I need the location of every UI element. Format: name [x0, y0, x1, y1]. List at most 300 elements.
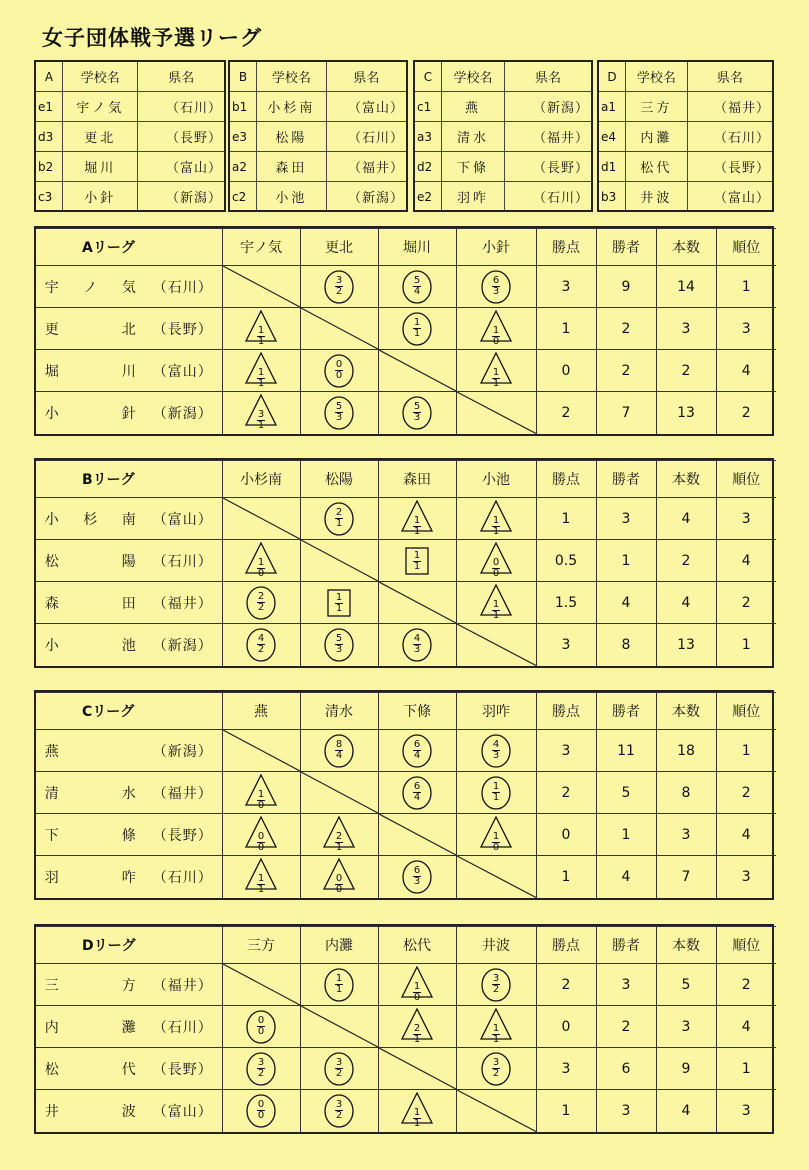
- score-fraction: [335, 402, 343, 423]
- prefecture: （長野）: [504, 152, 591, 182]
- match-result: [300, 498, 378, 540]
- wins-count: 1: [492, 325, 500, 336]
- diagonal-cell: [456, 392, 536, 434]
- school-name: 三方: [626, 92, 688, 122]
- match-result: [222, 856, 300, 898]
- win-points: 1: [536, 308, 596, 350]
- wins-count: 0: [257, 1099, 265, 1111]
- match-result: [300, 266, 378, 308]
- wins-count: 5: [335, 401, 343, 413]
- team-name: 小池: [44, 637, 137, 654]
- diagonal-cell: [378, 582, 456, 624]
- school-name: 燕: [442, 92, 505, 122]
- diagonal-cell: [378, 814, 456, 856]
- win-circle-icon: [246, 1052, 276, 1086]
- prefecture: （富山）: [138, 152, 224, 182]
- team-prefecture: （福井）: [152, 977, 213, 994]
- prefecture: （福井）: [326, 152, 406, 182]
- win-circle-icon: [246, 1094, 276, 1128]
- team-cell: [36, 266, 222, 308]
- opponent-header: 清水: [300, 693, 378, 730]
- win-points: 2: [536, 392, 596, 434]
- league-table-a: [34, 226, 774, 436]
- score-fraction: [492, 782, 500, 803]
- group-header-pref: 県名: [326, 62, 406, 92]
- score-fraction: [257, 326, 265, 347]
- group-table-a: [34, 60, 226, 212]
- stat-header: 本数: [656, 461, 716, 498]
- group-row: [36, 122, 224, 152]
- match-result: [300, 814, 378, 856]
- wins-count: 5: [335, 633, 343, 645]
- points-count: 1: [257, 420, 265, 432]
- group-label: D: [599, 62, 626, 92]
- league-title: Cリーグ: [36, 693, 222, 730]
- match-result: [300, 624, 378, 666]
- loss-triangle-icon: [480, 542, 512, 580]
- prefecture: （富山）: [687, 182, 772, 212]
- prefecture: （石川）: [687, 122, 772, 152]
- score-fraction: [335, 360, 343, 381]
- score-fraction: [335, 1058, 343, 1079]
- points-count: 0: [492, 568, 500, 579]
- points-count: 0: [335, 884, 343, 896]
- league-row: [36, 1006, 776, 1048]
- rank: 4: [716, 814, 776, 856]
- loss-triangle-icon: [401, 1092, 433, 1130]
- rank: 3: [716, 1090, 776, 1132]
- match-result: [378, 624, 456, 666]
- wins-count: 6: [492, 275, 500, 286]
- team-prefecture: （長野）: [152, 1061, 213, 1078]
- team-name: 清水: [44, 785, 137, 802]
- points-count: 1: [492, 792, 500, 803]
- prefecture: （福井）: [687, 92, 772, 122]
- points-count: 1: [492, 378, 500, 389]
- team-prefecture: （福井）: [152, 595, 213, 612]
- group-label: C: [415, 62, 442, 92]
- team-name: 堀川: [44, 363, 137, 380]
- wins-count: 3: [257, 409, 265, 421]
- win-circle-icon: [324, 270, 354, 304]
- win-points: 3: [536, 1048, 596, 1090]
- match-result: [300, 582, 378, 624]
- rank: 4: [716, 540, 776, 582]
- stat-header: 勝点: [536, 693, 596, 730]
- win-circle-icon: [402, 734, 432, 768]
- loss-triangle-icon: [401, 966, 433, 1004]
- match-result: [222, 308, 300, 350]
- opponent-header: 三方: [222, 927, 300, 964]
- diagonal-cell: [300, 1006, 378, 1048]
- points-count: 3: [335, 412, 343, 424]
- win-circle-icon: [402, 270, 432, 304]
- wins-count: 1: [413, 981, 421, 992]
- draw-square-icon: [327, 589, 351, 617]
- league-row: [36, 498, 776, 540]
- points-count: 1: [492, 610, 500, 621]
- seed-code: b2: [36, 152, 63, 182]
- win-circle-icon: [481, 1052, 511, 1086]
- seed-code: d2: [415, 152, 442, 182]
- points-count: 1: [413, 1118, 421, 1130]
- school-name: 羽咋: [442, 182, 505, 212]
- match-result: [378, 392, 456, 434]
- points: 7: [656, 856, 716, 898]
- score-fraction: [257, 1016, 265, 1037]
- school-name: 更北: [63, 122, 138, 152]
- loss-triangle-icon: [480, 1008, 512, 1046]
- wins-count: 1: [492, 1023, 500, 1034]
- diagonal-cell: [456, 856, 536, 898]
- points-count: 2: [492, 1068, 500, 1079]
- wins-count: 3: [492, 973, 500, 984]
- winners: 9: [596, 266, 656, 308]
- diagonal-line: [223, 266, 300, 307]
- match-result: [222, 624, 300, 666]
- team-cell: [36, 540, 222, 582]
- win-points: 2: [536, 772, 596, 814]
- diagonal-cell: [378, 1048, 456, 1090]
- group-table-b: [228, 60, 408, 212]
- winners: 7: [596, 392, 656, 434]
- match-result: [300, 350, 378, 392]
- seed-code: b3: [599, 182, 626, 212]
- loss-triangle-icon: [245, 858, 277, 896]
- wins-count: 3: [335, 275, 343, 286]
- stat-header: 順位: [716, 693, 776, 730]
- group-row: [415, 92, 591, 122]
- win-points: 1: [536, 498, 596, 540]
- loss-triangle-icon: [401, 500, 433, 538]
- team-prefecture: （長野）: [152, 321, 213, 338]
- wins-count: 0: [257, 1015, 265, 1026]
- loss-triangle-icon: [245, 542, 277, 580]
- points-count: 0: [257, 1026, 265, 1037]
- opponent-header: 松陽: [300, 461, 378, 498]
- match-result: [378, 308, 456, 350]
- match-result: [300, 1048, 378, 1090]
- score-fraction: [257, 592, 265, 613]
- school-name: 小針: [63, 182, 138, 212]
- match-result: [456, 308, 536, 350]
- match-result: [222, 540, 300, 582]
- team-cell: [36, 582, 222, 624]
- wins-count: 3: [335, 1057, 343, 1068]
- team-name: 松陽: [44, 553, 137, 570]
- score-fraction: [257, 1100, 265, 1121]
- league-row: [36, 730, 776, 772]
- wins-count: 6: [413, 739, 421, 750]
- diagonal-cell: [456, 624, 536, 666]
- winners: 3: [596, 1090, 656, 1132]
- team-prefecture: （新潟）: [152, 743, 213, 760]
- points-count: 1: [335, 984, 343, 995]
- points-count: 0: [257, 842, 265, 853]
- team-name: 燕: [44, 743, 60, 760]
- group-header-pref: 県名: [138, 62, 224, 92]
- loss-triangle-icon: [480, 352, 512, 390]
- points-count: 1: [413, 526, 421, 537]
- rank: 4: [716, 1006, 776, 1048]
- team-prefecture: （石川）: [152, 869, 213, 886]
- school-name: 宇ノ気: [63, 92, 138, 122]
- winners: 2: [596, 308, 656, 350]
- winners: 6: [596, 1048, 656, 1090]
- points: 13: [656, 624, 716, 666]
- group-table-c: [413, 60, 593, 212]
- wins-count: 4: [257, 633, 265, 645]
- win-circle-icon: [324, 354, 354, 388]
- points: 13: [656, 392, 716, 434]
- match-result: [222, 1006, 300, 1048]
- points: 4: [656, 498, 716, 540]
- score-fraction: [492, 326, 500, 347]
- school-name: 森田: [257, 152, 327, 182]
- league-row: [36, 624, 776, 666]
- points-count: 3: [413, 644, 421, 656]
- match-result: [300, 856, 378, 898]
- team-cell: [36, 814, 222, 856]
- seed-code: e4: [599, 122, 626, 152]
- group-header-school: 学校名: [442, 62, 505, 92]
- team-cell: [36, 624, 222, 666]
- prefecture: （新潟）: [138, 182, 224, 212]
- opponent-header: 下條: [378, 693, 456, 730]
- wins-count: 2: [257, 591, 265, 602]
- win-points: 3: [536, 730, 596, 772]
- wins-count: 3: [335, 1099, 343, 1111]
- seed-code: d3: [36, 122, 63, 152]
- points-count: 4: [335, 750, 343, 761]
- match-result: [456, 964, 536, 1006]
- score-fraction: [413, 1108, 421, 1129]
- prefecture: （長野）: [687, 152, 772, 182]
- match-result: [456, 540, 536, 582]
- score-fraction: [335, 974, 343, 995]
- league-row: [36, 350, 776, 392]
- wins-count: 1: [257, 789, 265, 800]
- team-cell: [36, 856, 222, 898]
- score-fraction: [413, 740, 421, 761]
- league-table-b: [34, 458, 774, 668]
- wins-count: 3: [492, 1057, 500, 1068]
- wins-count: 1: [492, 367, 500, 378]
- school-name: 小池: [257, 182, 327, 212]
- group-row: [599, 92, 772, 122]
- diagonal-line: [379, 1048, 456, 1089]
- seed-code: c1: [415, 92, 442, 122]
- diagonal-line: [379, 350, 456, 391]
- diagonal-line: [379, 814, 456, 855]
- score-fraction: [335, 740, 343, 761]
- winners: 3: [596, 964, 656, 1006]
- group-header-school: 学校名: [257, 62, 327, 92]
- group-row: [36, 182, 224, 212]
- diagonal-cell: [222, 498, 300, 540]
- points-count: 1: [257, 884, 265, 896]
- points-count: 3: [335, 644, 343, 656]
- match-result: [378, 730, 456, 772]
- match-result: [456, 730, 536, 772]
- win-points: 3: [536, 624, 596, 666]
- points-count: 1: [492, 526, 500, 537]
- prefecture: （富山）: [326, 92, 406, 122]
- prefecture: （石川）: [504, 182, 591, 212]
- team-prefecture: （富山）: [152, 511, 213, 528]
- points-count: 0: [257, 568, 265, 579]
- winners: 3: [596, 498, 656, 540]
- team-name: 松代: [44, 1061, 137, 1078]
- opponent-header: 更北: [300, 229, 378, 266]
- stat-header: 勝者: [596, 461, 656, 498]
- points-count: 2: [492, 984, 500, 995]
- seed-code: e1: [36, 92, 63, 122]
- win-circle-icon: [324, 628, 354, 662]
- opponent-header: 内灘: [300, 927, 378, 964]
- group-table-d: [597, 60, 774, 212]
- win-points: 3: [536, 266, 596, 308]
- wins-count: 2: [335, 507, 343, 518]
- group-row: [230, 122, 406, 152]
- points-count: 0: [257, 800, 265, 811]
- wins-count: 1: [257, 367, 265, 378]
- wins-count: 3: [257, 1057, 265, 1068]
- points: 3: [656, 814, 716, 856]
- win-circle-icon: [402, 312, 432, 346]
- prefecture: （新潟）: [326, 182, 406, 212]
- page-title: 女子団体戦予選リーグ: [42, 26, 262, 50]
- prefecture: （福井）: [504, 122, 591, 152]
- score-fraction: [335, 874, 343, 895]
- winners: 4: [596, 856, 656, 898]
- stat-header: 勝点: [536, 927, 596, 964]
- score-fraction: [492, 516, 500, 537]
- stat-header: 順位: [716, 461, 776, 498]
- group-row: [599, 182, 772, 212]
- team-cell: [36, 308, 222, 350]
- win-circle-icon: [481, 270, 511, 304]
- match-result: [456, 1048, 536, 1090]
- match-result: [456, 1006, 536, 1048]
- wins-count: 2: [335, 831, 343, 842]
- league-table-c: [34, 690, 774, 900]
- stat-header: 本数: [656, 693, 716, 730]
- school-name: 堀川: [63, 152, 138, 182]
- winners: 2: [596, 1006, 656, 1048]
- rank: 3: [716, 856, 776, 898]
- group-row: [230, 182, 406, 212]
- winners: 8: [596, 624, 656, 666]
- seed-code: c2: [230, 182, 257, 212]
- team-name: 井波: [44, 1103, 137, 1120]
- score-fraction: [257, 1058, 265, 1079]
- winners: 2: [596, 350, 656, 392]
- school-name: 松代: [626, 152, 688, 182]
- points-count: 2: [335, 1110, 343, 1122]
- match-result: [222, 1090, 300, 1132]
- wins-count: 6: [413, 865, 421, 877]
- wins-count: 1: [492, 515, 500, 526]
- points-count: 3: [492, 750, 500, 761]
- points: 5: [656, 964, 716, 1006]
- match-result: [456, 498, 536, 540]
- seed-code: d1: [599, 152, 626, 182]
- league-row: [36, 856, 776, 898]
- diagonal-line: [301, 1006, 378, 1047]
- score-fraction: [413, 318, 421, 339]
- diagonal-line: [457, 624, 536, 666]
- rank: 2: [716, 772, 776, 814]
- league-row: [36, 540, 776, 582]
- loss-triangle-icon: [480, 500, 512, 538]
- winners: 5: [596, 772, 656, 814]
- match-result: [456, 772, 536, 814]
- group-header-school: 学校名: [626, 62, 688, 92]
- points-count: 0: [335, 370, 343, 381]
- wins-count: 1: [492, 831, 500, 842]
- team-cell: [36, 964, 222, 1006]
- score-fraction: [257, 558, 265, 579]
- school-name: 清水: [442, 122, 505, 152]
- loss-triangle-icon: [480, 816, 512, 854]
- wins-count: 4: [492, 739, 500, 750]
- win-circle-icon: [324, 396, 354, 430]
- diagonal-line: [457, 392, 536, 434]
- prefecture: （石川）: [138, 92, 224, 122]
- league-row: [36, 1048, 776, 1090]
- match-result: [456, 350, 536, 392]
- stat-header: 勝者: [596, 927, 656, 964]
- seed-code: b1: [230, 92, 257, 122]
- win-points: 2: [536, 964, 596, 1006]
- loss-triangle-icon: [480, 310, 512, 348]
- points-count: 1: [413, 328, 421, 339]
- team-prefecture: （石川）: [152, 279, 213, 296]
- points-count: 1: [335, 602, 343, 614]
- diagonal-cell: [222, 964, 300, 1006]
- rank: 1: [716, 624, 776, 666]
- points-count: 0: [413, 992, 421, 1003]
- stat-header: 順位: [716, 229, 776, 266]
- points: 8: [656, 772, 716, 814]
- wins-count: 1: [413, 317, 421, 328]
- win-points: 1: [536, 1090, 596, 1132]
- team-name: 小杉南: [44, 511, 137, 528]
- league-row: [36, 392, 776, 434]
- stat-header: 勝者: [596, 229, 656, 266]
- team-prefecture: （新潟）: [152, 637, 213, 654]
- loss-triangle-icon: [245, 394, 277, 432]
- match-result: [378, 540, 456, 582]
- match-result: [456, 582, 536, 624]
- stat-header: 順位: [716, 927, 776, 964]
- win-circle-icon: [324, 1094, 354, 1128]
- win-circle-icon: [402, 776, 432, 810]
- team-name: 宇ノ気: [44, 279, 137, 296]
- rank: 2: [716, 964, 776, 1006]
- points: 3: [656, 1006, 716, 1048]
- winners: 1: [596, 814, 656, 856]
- points-count: 4: [413, 792, 421, 803]
- points-count: 1: [413, 560, 421, 572]
- team-prefecture: （石川）: [152, 553, 213, 570]
- match-result: [378, 772, 456, 814]
- win-circle-icon: [246, 628, 276, 662]
- score-fraction: [257, 790, 265, 811]
- rank: 1: [716, 1048, 776, 1090]
- win-points: 0: [536, 1006, 596, 1048]
